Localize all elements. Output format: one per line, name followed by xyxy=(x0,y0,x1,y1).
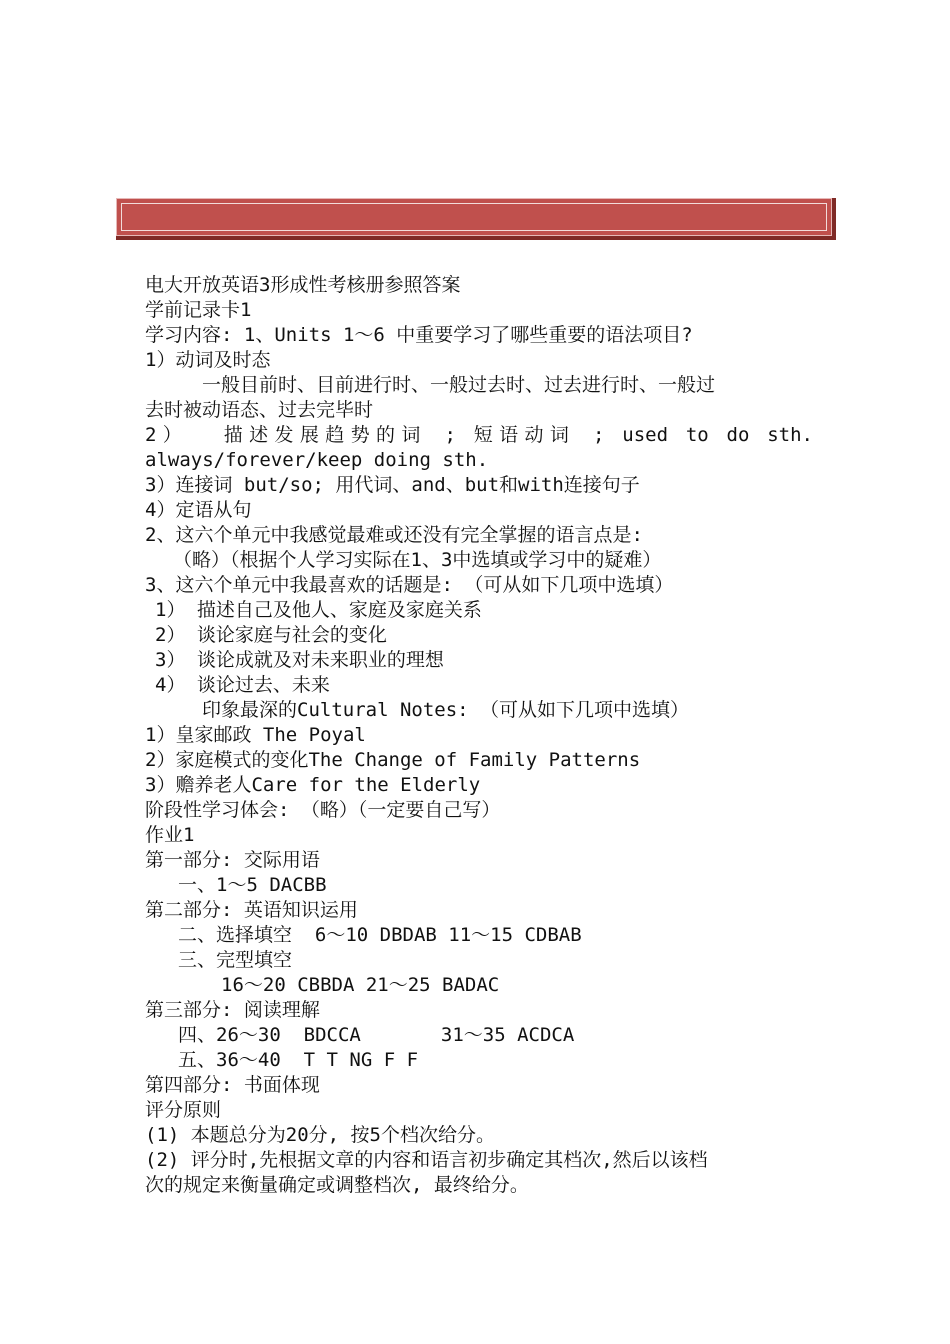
section-heading: 评分原则 xyxy=(145,1099,222,1121)
text-line: (1) 本题总分为20分, 按5个档次给分。 xyxy=(145,1124,495,1146)
text-line: 学前记录卡1 xyxy=(145,299,252,321)
text-line: 阶段性学习体会: （略）（一定要自己写） xyxy=(145,799,501,821)
text-line: 2） 描述发展趋势的词 ; 短语动词 ; used to do sth. xyxy=(145,424,813,446)
text-line: 3、这六个单元中我最喜欢的话题是: （可从如下几项中选填） xyxy=(145,574,674,596)
section-heading: 第二部分: 英语知识运用 xyxy=(145,899,358,921)
text-line: 4）定语从句 xyxy=(145,499,252,521)
list-item: 1）皇家邮政 The Poyal xyxy=(145,724,366,746)
text-line: （略）（根据个人学习实际在1、3中选填或学习中的疑难） xyxy=(173,549,662,571)
list-item: 3）赡养老人Care for the Elderly xyxy=(145,774,481,796)
text-line: 去时被动语态、过去完毕时 xyxy=(145,399,374,421)
header-banner xyxy=(116,198,832,236)
text-line: (2) 评分时,先根据文章的内容和语言初步确定其档次,然后以该档 xyxy=(145,1149,708,1171)
list-item: 2） 谈论家庭与社会的变化 xyxy=(155,624,387,646)
list-item: 4） 谈论过去、未来 xyxy=(155,674,330,696)
answer-line: 16～20 CBBDA 21～25 BADAC xyxy=(221,974,500,996)
header-banner-inner xyxy=(121,203,827,231)
text-line: 印象最深的Cultural Notes: （可从如下几项中选填） xyxy=(202,699,690,721)
text-line: 次的规定来衡量确定或调整档次, 最终给分。 xyxy=(145,1174,529,1196)
text-line: 3）连接词 but/so; 用代词、and、but和with连接句子 xyxy=(145,474,640,496)
document-title: 电大开放英语3形成性考核册参照答案 xyxy=(145,274,461,296)
text-line: 学习内容: 1、Units 1～6 中重要学习了哪些重要的语法项目? xyxy=(145,324,693,346)
list-item: 1） 描述自己及他人、家庭及家庭关系 xyxy=(155,599,482,621)
section-heading: 第一部分: 交际用语 xyxy=(145,849,320,871)
text-line: always/forever/keep doing sth. xyxy=(145,449,489,471)
section-heading: 第三部分: 阅读理解 xyxy=(145,999,320,1021)
text-line: 2、这六个单元中我感觉最难或还没有完全掌握的语言点是: xyxy=(145,524,643,546)
answer-line: 三、完型填空 xyxy=(178,949,293,971)
answer-line: 一、1～5 DACBB xyxy=(178,874,327,896)
section-heading: 作业1 xyxy=(145,824,195,846)
document-body xyxy=(145,273,813,1198)
answer-line: 二、选择填空 6～10 DBDAB 11～15 CDBAB xyxy=(178,924,582,946)
section-heading: 第四部分: 书面体现 xyxy=(145,1074,320,1096)
list-item: 2）家庭模式的变化The Change of Family Patterns xyxy=(145,749,641,771)
text-line: 1）动词及时态 xyxy=(145,349,271,371)
text-line: 一般目前时、目前进行时、一般过去时、过去进行时、一般过 xyxy=(202,374,716,396)
answer-line: 四、26～30 BDCCA 31～35 ACDCA xyxy=(178,1024,575,1046)
answer-line: 五、36～40 T T NG F F xyxy=(178,1049,419,1071)
list-item: 3） 谈论成就及对未来职业的理想 xyxy=(155,649,444,671)
